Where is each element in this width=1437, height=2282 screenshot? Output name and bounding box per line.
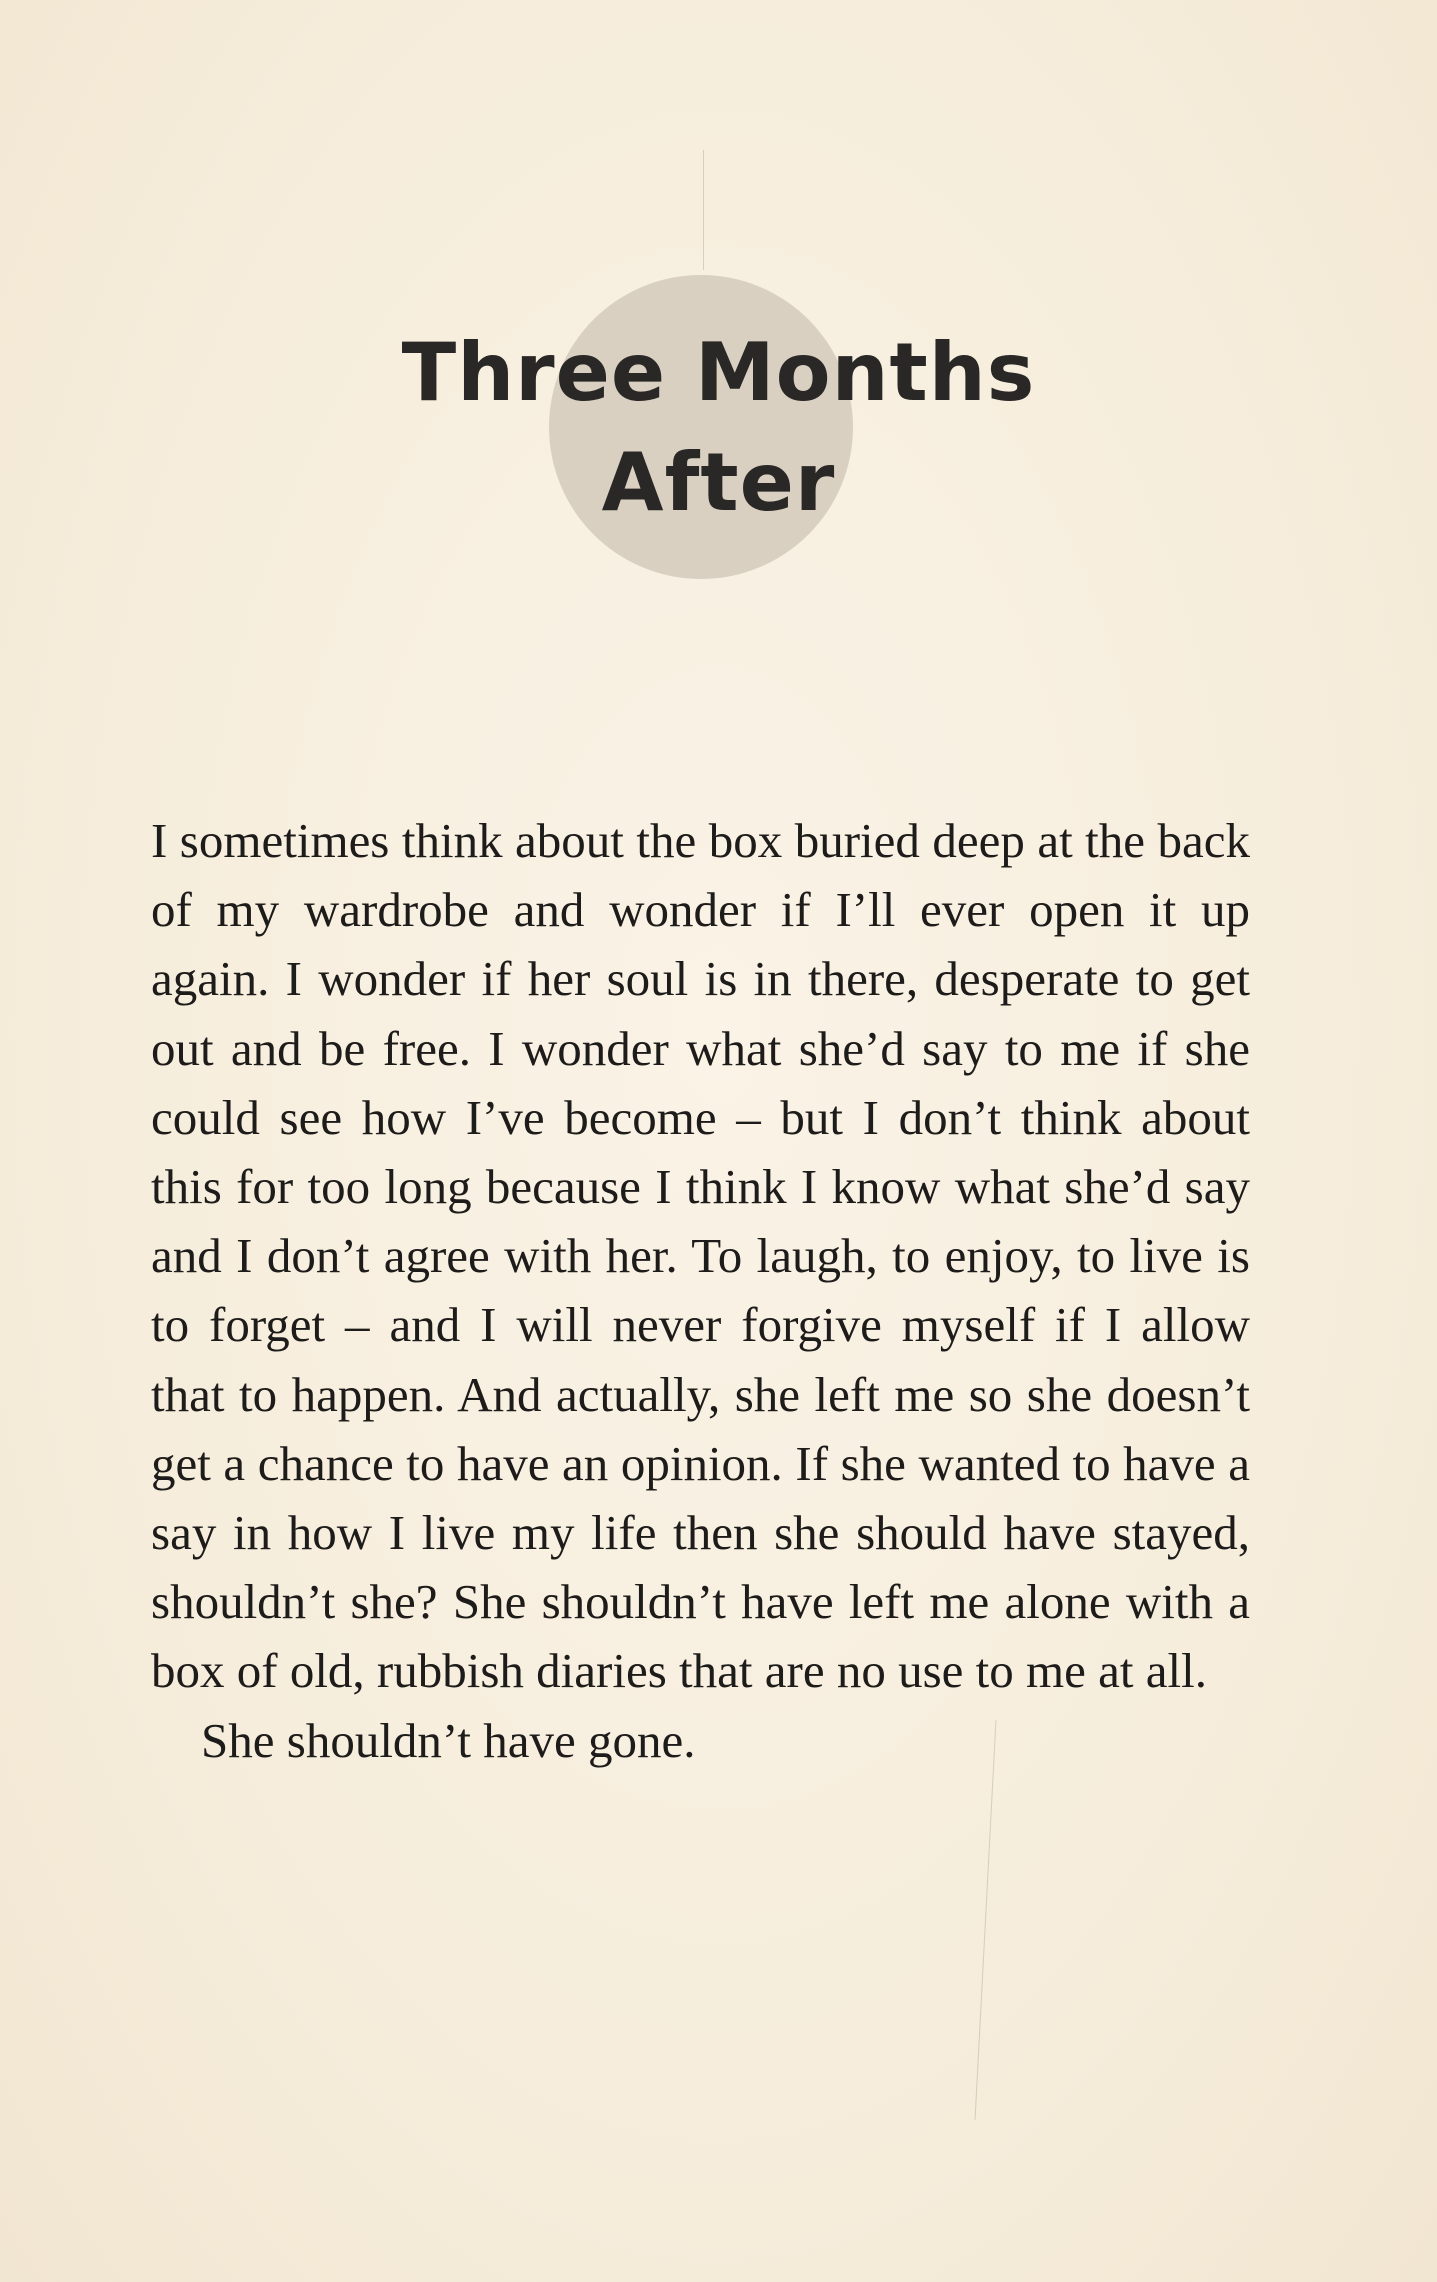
chapter-title-line-1: Three Months: [401, 326, 1036, 419]
page-fold-line-top: [703, 150, 704, 270]
paragraph-2: She shouldn’t have gone.: [201, 1712, 696, 1768]
chapter-title: [0, 318, 1437, 538]
chapter-title-line-2: After: [601, 436, 836, 529]
paragraph-1: I sometimes think about the box buried deep at the back of my wardrobe and wonder if I’ll ever open it up again. I wonder if her soul is in there, desperate to get out and be free. I wonder what she’d say to me if she could see how I’ve become – but I don’t think about this for too long because I think I know what she’d say and I don’t agree with her. To laugh, to enjoy, to live is to forget – and I will never forgive myself if I allow that to happen. And actually, she left me so she doesn’t get a chance to have an opinion. If she wanted to have a say in how I live my life then she should have stayed, shouldn’t she? She shouldn’t have left me alone with a box of old, rubbish diaries that are no use to me at all.: [151, 813, 1250, 1699]
page-fold-line-bottom: [975, 1720, 997, 2120]
body-text: [151, 806, 1250, 1775]
